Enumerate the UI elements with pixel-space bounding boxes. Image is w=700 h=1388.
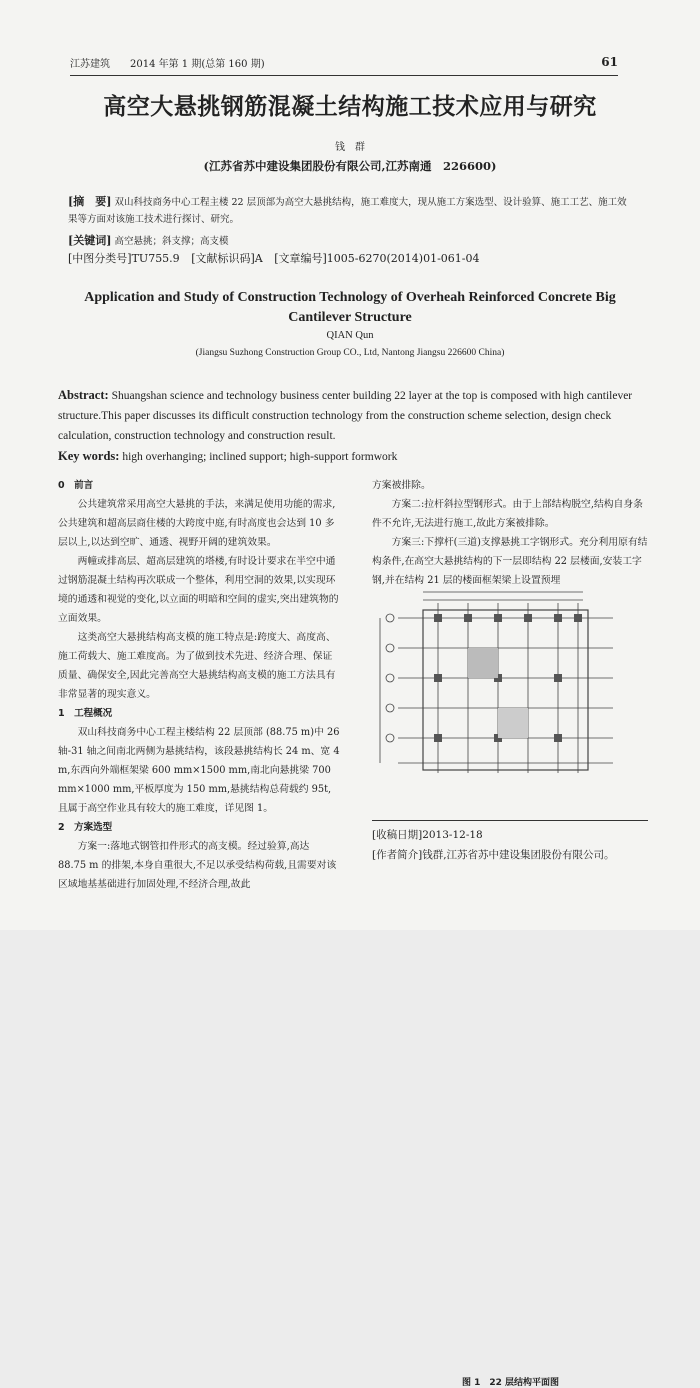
left-column [58, 476, 340, 894]
abstract-en-label: Abstract: [58, 388, 109, 402]
paragraph: 公共建筑常采用高空大悬挑的手法，来满足使用功能的需求,公共建筑和超高层商住楼的大跨度中庭,有时高度也会达到 10 多层以上,以达到空旷、通透、视野开阔的建筑效果。 [58, 499, 336, 548]
paper-title-cn: 高空大悬挑钢筋混凝土结构施工技术应用与研究 [103, 93, 597, 120]
classification-line [68, 250, 488, 266]
section-heading-2: 2 方案选型 [58, 822, 113, 833]
abstract-cn-label: [摘 要] [68, 195, 112, 208]
keywords-cn-label: [关键词] [68, 234, 112, 247]
paragraph: 双山科技商务中心工程主楼结构 22 层顶部 (88.75 m)中 26 轴-31 轴之间南北两侧为悬挑结构，该段悬挑结构长 24 m、宽 4 m,东西向外端框架梁 600 mm×1500 mm,南北向悬挑梁 700 mm×1000 mm,平板厚度为 150 mm,悬挑结构总荷载约 95t,且属于高空作业具有较大的施工难度，详见图 1。 [58, 727, 340, 814]
abstract-cn [68, 193, 628, 228]
abstract-en-text: Shuangshan science and technology business center building 22 layer at the top is composed with high cantilever structure.This paper discusses its difficult construction technology from the construction scheme selection, design check calculation, construction technology and construction result. [58, 390, 633, 442]
footnotes [372, 820, 648, 865]
abstract-cn-text: 双山科技商务中心工程主楼 22 层顶部为高空大悬挑结构，施工难度大，现从施工方案选型、设计验算、施工工艺、施工效果等方面对该施工技术进行探讨、研究。 [68, 197, 627, 225]
paragraph: 方案被排除。 [372, 480, 431, 491]
abstract-en [58, 385, 638, 467]
keywords-en-label: Key words: [58, 449, 120, 463]
article-number: [文章编号]1005-6270(2014)01-061-04 [274, 252, 480, 265]
keywords-cn [68, 232, 628, 250]
keywords-cn-text: 高空悬挑；斜支撑；高支模 [114, 236, 229, 247]
section-heading-1: 1 工程概况 [58, 708, 113, 719]
keywords-en-text: high overhanging; inclined support; high-support formwork [122, 451, 398, 463]
right-column [372, 476, 648, 590]
paragraph: 方案三:下撑杆(三道)支撑悬挑工字钢形式。充分利用原有结构条件,在高空大悬挑结构的下一层即结构 22 层楼面,安装工字钢,并在结构 21 层的楼面框架梁上设置预埋 [372, 537, 648, 586]
paper-title-en: Application and Study of Construction Technology of Overheah Reinforced Concrete Big Cantilever Structure [84, 290, 616, 325]
section-heading-0: 0 前言 [58, 480, 94, 491]
paragraph: 方案二:拉杆斜拉型钢形式。由于上部结构脱空,结构自身条件不允许,无法进行施工,故此方案被排除。 [372, 499, 643, 529]
journal-info: 江苏建筑 2014 年第 1 期(总第 160 期) [70, 59, 265, 70]
received-date: [收稿日期]2013-12-18 [372, 829, 483, 841]
floor-plan-drawing [368, 578, 653, 783]
paragraph: 方案一:落地式钢管扣件形式的高支模。经过验算,高达 88.75 m 的排架,本身自重很大,不足以承受结构荷载,且需要对该区域地基基础进行加固处理,不经济合理,故此 [58, 841, 337, 890]
figure-caption: 图 1 22 层结构平面图 [461, 1378, 560, 1388]
affiliation-cn: (江苏省苏中建设集团股份有限公司,江苏南通 226600) [203, 159, 497, 173]
author-en: QIAN Qun [326, 330, 374, 341]
class-number: [中图分类号]TU755.9 [68, 252, 180, 265]
affiliation-en: (Jiangsu Suzhong Construction Group CO., Ltd, Nantong Jiangsu 226600 China) [195, 348, 505, 358]
doc-code: [文献标识码]A [191, 252, 263, 265]
author-bio: [作者简介]钱群,江苏省苏中建设集团股份有限公司。 [372, 849, 615, 861]
running-header [70, 53, 618, 76]
paragraph: 两幢或排高层、超高层建筑的塔楼,有时设计要求在半空中通过钢筋混凝土结构再次联成一个整体，利用空洞的效果,以实现环境的通透和视觉的变化,以立面的明暗和空间的虚实,突出建筑物的立面效果。 [58, 556, 339, 624]
page-number: 61 [601, 55, 618, 69]
author-cn: 钱 群 [335, 142, 365, 153]
paragraph: 这类高空大悬挑结构高支模的施工特点是:跨度大、高度高、施工荷载大、施工难度高。为了做到技术先进、经济合理、保证质量、确保安全,因此完善高空大悬挑结构高支模的施工方法具有非常显著的现实意义。 [58, 632, 336, 700]
